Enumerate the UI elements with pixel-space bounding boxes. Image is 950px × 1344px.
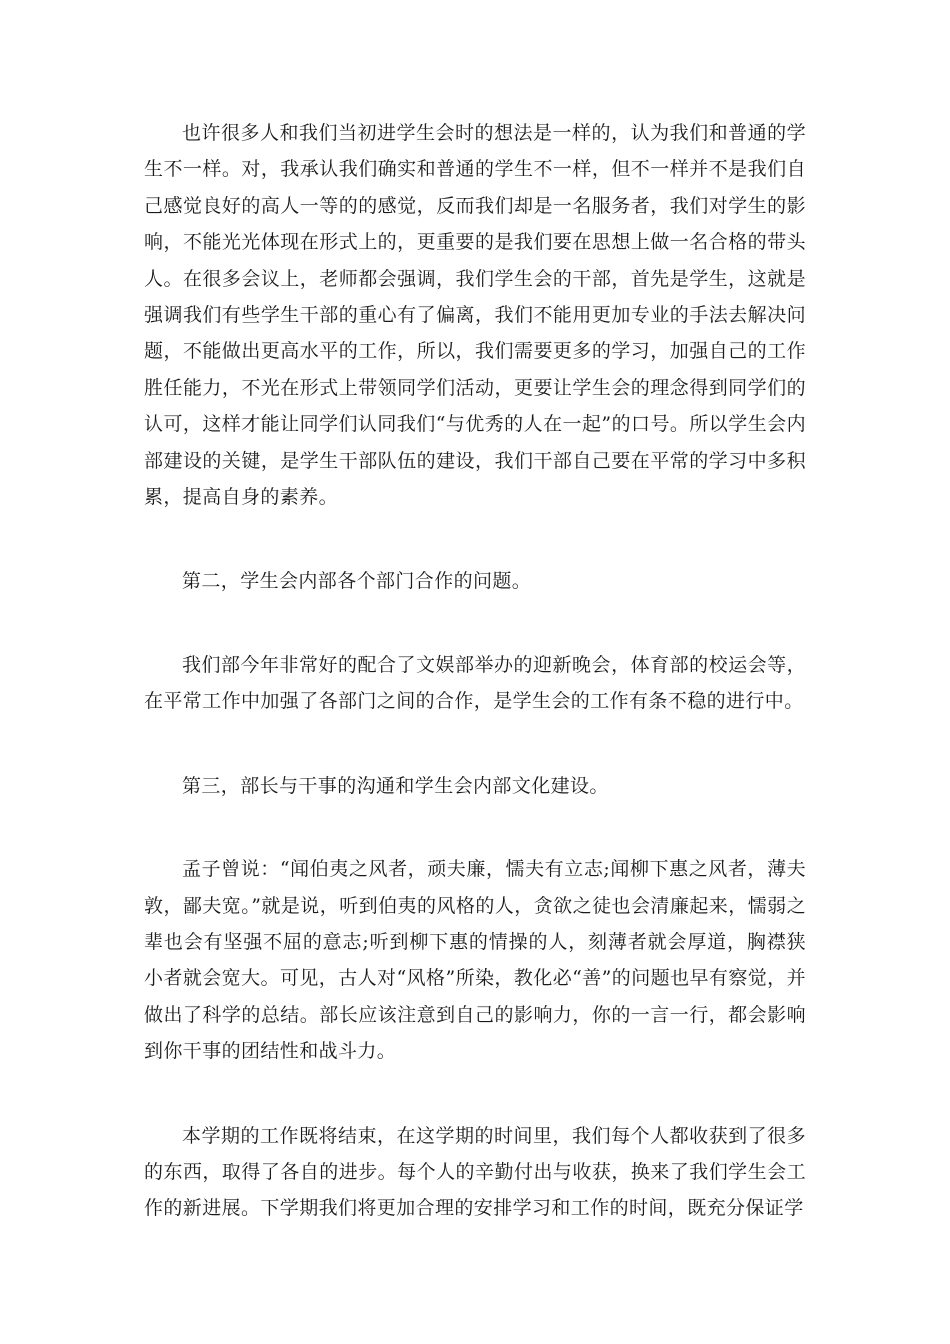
paragraph-department-cooperation: 我们部今年非常好的配合了文娱部举办的迎新晚会，体育部的校运会等，在平常工作中加强了各部门之间的合作，是学生会的工作有条不稳的进行中。 <box>144 653 806 713</box>
section-heading-third: 第三，部长与干事的沟通和学生会内部文化建设。 <box>182 774 609 797</box>
paragraph-semester-summary: 本学期的工作既将结束，在这学期的时间里，我们每个人都收获到了很多的东西，取得了各自的进步。每个人的辛勤付出与收获，换来了我们学生会工作的新进展。下学期我们将更加合理的安排学习和工作的时间，既充分保证学 <box>144 1124 806 1220</box>
paragraph-mencius-quote: 孟子曾说：“闻伯夷之风者，顽夫廉，懦夫有立志;闻柳下惠之风者，薄夫敦，鄙夫宽。”就是说，听到伯夷的风格的人，贪欲之徒也会清廉起来，懦弱之辈也会有坚强不屈的意志;听到柳下惠的情操的人，刻薄者就会厚道，胸襟狭小者就会宽大。可见，古人对“风格”所染，教化必“善”的问题也早有察觉，并做出了科学的总结。部长应该注意到自己的影响力，你的一言一行，都会影响到你干事的团结性和战斗力。 <box>144 858 806 1063</box>
section-heading-second: 第二，学生会内部各个部门合作的问题。 <box>182 570 532 593</box>
paragraph-student-union-role: 也许很多人和我们当初进学生会时的想法是一样的，认为我们和普通的学生不一样。对，我承认我们确实和普通的学生不一样，但不一样并不是我们自己感觉良好的高人一等的的感觉，反而我们却是一名服务者，我们对学生的影响，不能光光体现在形式上的，更重要的是我们要在思想上做一名合格的带头人。在很多会议上，老师都会强调，我们学生会的干部，首先是学生，这就是强调我们有些学生干部的重心有了偏离，我们不能用更加专业的手法去解决问题，不能做出更高水平的工作，所以，我们需要更多的学习，加强自己的工作胜任能力，不光在形式上带领同学们活动，更要让学生会的理念得到同学们的认可，这样才能让同学们认同我们“与优秀的人在一起”的口号。所以学生会内部建设的关键，是学生干部队伍的建设，我们干部自己要在平常的学习中多积累，提高自身的素养。 <box>144 122 806 509</box>
document-body <box>144 115 806 1275</box>
